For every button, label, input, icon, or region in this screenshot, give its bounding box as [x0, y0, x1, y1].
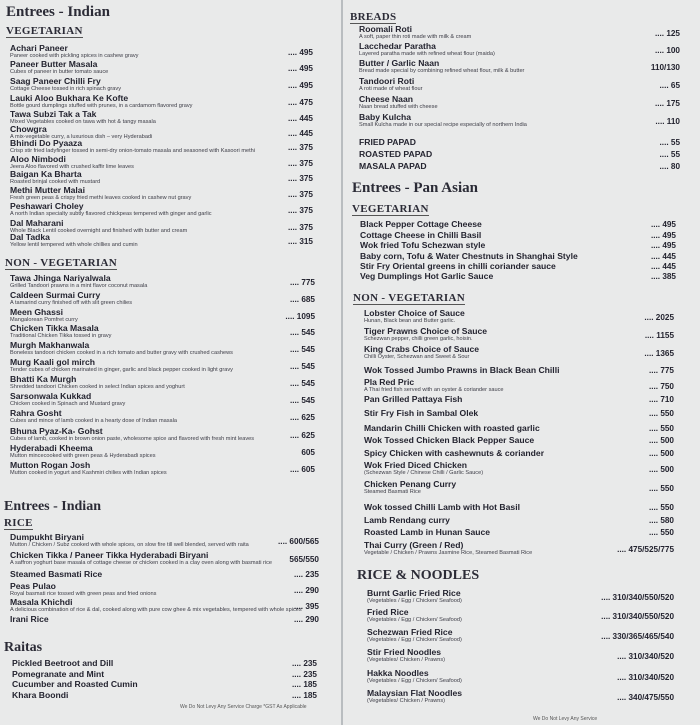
menu-item-price: .... 235	[291, 670, 317, 679]
menu-item	[10, 44, 138, 60]
menu-item-price: .... 110	[655, 117, 680, 126]
menu-item-price: .... 545	[289, 328, 315, 337]
menu-item	[364, 449, 544, 458]
menu-item-price: .... 310/340/520	[617, 673, 674, 682]
menu-item-name: MASALA PAPAD	[359, 161, 427, 171]
menu-item-price: .... 375	[287, 159, 313, 168]
menu-item-description: Tender cubes of chicken marinated in ginger, garlic and black pepper cooked in light gravy	[10, 367, 233, 373]
menu-item-name: Stir Fry Fish in Sambal Olek	[364, 408, 479, 418]
menu-item-price: .... 80	[659, 162, 680, 171]
menu-item-price: .... 445	[287, 129, 313, 138]
menu-item-price: .... 65	[659, 81, 680, 90]
menu-item-price: .... 550	[648, 409, 674, 418]
menu-item-price: .... 550	[648, 528, 674, 537]
menu-item-description: Cubes of lamb, cooked in brown onion paste, wholesome spice and flavored with fresh mint leaves	[10, 436, 255, 442]
menu-item-price: .... 500	[648, 449, 674, 458]
menu-item	[10, 461, 167, 477]
menu-item	[10, 358, 233, 374]
menu-item-price: .... 580	[648, 516, 674, 525]
menu-item	[364, 541, 532, 557]
menu-item-price: .... 1155	[644, 331, 674, 340]
menu-item-name: Steamed Basmati Rice	[10, 569, 103, 579]
menu-item-name: Peas Pulao	[10, 581, 56, 591]
menu-item-name: Hakka Noodles	[367, 668, 429, 678]
menu-item-name: Wok Tossed Chicken Black Pepper Sauce	[364, 435, 535, 445]
section-title-entrees-indian: Entrees - Indian	[6, 4, 110, 20]
footer-note-right: We Do Not Levy Any Service	[533, 716, 598, 722]
menu-item	[359, 162, 427, 171]
menu-item	[10, 77, 121, 93]
menu-item	[12, 670, 104, 679]
menu-item-price: .... 315	[287, 237, 313, 246]
menu-item-name: Chicken Tikka Masala	[10, 323, 99, 333]
menu-item-name: Mutton Rogan Josh	[10, 460, 91, 470]
menu-item-description: Schezwan pepper, chilli green garlic, hoisin.	[364, 336, 473, 342]
menu-item-name: Tawa Jhinga Nariyalwala	[10, 273, 111, 283]
menu-item	[359, 25, 471, 41]
menu-item-price: .... 475	[287, 98, 313, 107]
menu-item-price: .... 445	[287, 114, 313, 123]
menu-item-name: Wok Fried Diced Chicken	[364, 460, 467, 470]
menu-item-name: Masala Khichdi	[10, 597, 73, 607]
menu-item	[364, 480, 456, 496]
section-title-raitas: Raitas	[4, 640, 43, 655]
menu-item-price: .... 375	[287, 190, 313, 199]
menu-item-name: Baby Kulcha	[359, 112, 412, 122]
menu-item-price: .... 375	[287, 174, 313, 183]
menu-item	[10, 274, 147, 290]
subsection-vegetarian: VEGETARIAN	[6, 25, 83, 37]
menu-item	[10, 186, 191, 202]
menu-item	[10, 582, 156, 598]
menu-item-description: Steamed Basmati Rice	[364, 489, 421, 495]
menu-item	[10, 444, 156, 460]
menu-item	[364, 424, 540, 433]
menu-item-name: Pla Red Pric	[364, 377, 415, 387]
menu-item-price: .... 495	[650, 231, 676, 240]
menu-item	[364, 327, 487, 343]
menu-item-name: Cheese Naan	[359, 94, 413, 104]
menu-item-price: .... 600/565	[278, 537, 319, 546]
menu-item	[10, 94, 192, 110]
menu-item-name: ROASTED PAPAD	[359, 149, 433, 159]
menu-item-price: .... 500	[648, 465, 674, 474]
menu-item-description: Chicken cooked in Spinach and Mustard gravy	[10, 401, 126, 407]
menu-item	[364, 366, 559, 375]
menu-item-description: Cubes and mince of lamb cooked in a hearty dose of Indian masala	[10, 418, 177, 424]
menu-item	[364, 395, 462, 404]
menu-item-description: Fresh green peas & crispy fried methi leaves cooked in cashew nut gravy	[10, 195, 192, 201]
menu-item-price: .... 605	[289, 465, 315, 474]
menu-item-description: Yellow lentil tempered with whole chillies and cumin	[10, 242, 138, 248]
menu-item-name: Baby corn, Tofu & Water Chestnuts in Shanghai Style	[360, 251, 578, 261]
menu-item-description: Traditional Chicken Tikka tossed in gravy	[10, 333, 112, 339]
menu-item-price: 565/550	[289, 555, 319, 564]
menu-item-price: .... 500	[648, 436, 674, 445]
menu-item-name: Peshawari Choley	[10, 201, 84, 211]
menu-item	[359, 95, 438, 111]
menu-item-description: Small Kulcha made in our special recipe especially of northern India	[359, 122, 527, 128]
menu-item-price: .... 545	[289, 345, 315, 354]
menu-item-name: Wok tossed Chilli Lamb with Hot Basil	[364, 502, 520, 512]
menu-item-description: (Vegetables / Egg / Chicken/ Seafood)	[367, 598, 462, 604]
menu-item	[359, 42, 495, 58]
menu-item-price: .... 395	[293, 602, 319, 611]
menu-item-description: Mangalorean Pomfret curry	[10, 317, 78, 323]
menu-item-price: .... 550	[648, 503, 674, 512]
footer-note: We Do Not Levy Any Service Charge *GST As Applicable	[180, 704, 307, 710]
menu-item-description: A roti made of wheat flour	[359, 86, 423, 92]
menu-item	[10, 392, 125, 408]
menu-item-price: .... 175	[654, 99, 680, 108]
menu-item-price: .... 545	[289, 379, 315, 388]
menu-item-price: .... 550	[648, 484, 674, 493]
menu-item	[364, 516, 450, 525]
menu-item-price: .... 55	[659, 150, 680, 159]
menu-item	[367, 689, 462, 705]
menu-item	[12, 680, 138, 689]
menu-item-price: 110/130	[650, 63, 680, 72]
menu-item-price: .... 475/525/775	[617, 545, 674, 554]
menu-item	[10, 60, 108, 76]
menu-item	[360, 220, 482, 229]
menu-item-price: .... 495	[287, 81, 313, 90]
menu-item-name: Rahra Gosht	[10, 408, 62, 418]
menu-item-name: Paneer Butter Masala	[10, 59, 98, 69]
menu-item-price: .... 185	[291, 680, 317, 689]
menu-item-description: A tamarind curry finished off with slit green chilies	[10, 300, 133, 306]
menu-item-name: Tiger Prawns Choice of Sauce	[364, 326, 488, 336]
menu-item-price: .... 625	[289, 413, 315, 422]
menu-item-name: Thai Curry (Green / Red)	[364, 540, 464, 550]
menu-item-name: Dumpukht Biryani	[10, 532, 85, 542]
menu-item-name: Cottage Cheese in Chilli Basil	[360, 230, 482, 240]
menu-item-price: .... 310/340/520	[617, 652, 674, 661]
menu-item-name: Hyderabadi Kheema	[10, 443, 93, 453]
menu-item-description: Chilli Oyster, Schezwan and Sweet & Sour	[364, 354, 470, 360]
menu-item-price: .... 685	[289, 295, 315, 304]
menu-item-name: Murgh Makhanwala	[10, 340, 90, 350]
menu-item	[12, 659, 113, 668]
menu-item-name: Burnt Garlic Fried Rice	[367, 588, 461, 598]
menu-item-price: .... 1365	[644, 349, 674, 358]
menu-item-name: Fried Rice	[367, 607, 409, 617]
menu-page-right	[343, 0, 700, 725]
menu-item-description: Roasted brinjal cooked with mustard	[10, 179, 101, 185]
menu-item-description: Vegetable / Chicken / Prawns Jasmine Rice, Steamed Basmati Rice	[364, 550, 533, 556]
menu-item-description: Boneless tandoori chicken cooked in a rich tomato and butter gravy with crushed cashews	[10, 350, 233, 356]
menu-item-description: (Vegetables/ Chicken / Prawns)	[367, 657, 446, 663]
menu-item-description: Paneer cooked with pickling spices in cashew gravy	[10, 53, 139, 59]
menu-item-name: Irani Rice	[10, 614, 49, 624]
menu-item-description: (Vegetables / Egg / Chicken/ Seafood)	[367, 678, 462, 684]
menu-item-price: .... 495	[650, 220, 676, 229]
menu-item-price: .... 375	[287, 143, 313, 152]
menu-item-price: .... 495	[287, 48, 313, 57]
menu-item-name: Chicken Tikka / Paneer Tikka Hyderabadi Biryani	[10, 550, 209, 560]
menu-item	[359, 77, 422, 93]
menu-item-name: Khara Boondi	[12, 690, 69, 700]
menu-item-name: Tandoori Roti	[359, 76, 415, 86]
menu-item-name: Veg Dumplings Hot Garlic Sauce	[360, 271, 494, 281]
menu-item-description: (Vegetables / Egg / Chicken/ Seafood)	[367, 617, 462, 623]
menu-item-description: Layered paratha made with refined wheat flour (maida)	[359, 51, 495, 57]
menu-item	[364, 528, 490, 537]
menu-item	[10, 551, 272, 567]
menu-item-name: Butter / Garlic Naan	[359, 58, 440, 68]
menu-item-name: Spicy Chicken with cashewnuts & coriander	[364, 448, 545, 458]
section-title-rice-noodles: RICE & NOODLES	[357, 568, 480, 583]
menu-item-name: Chicken Penang Curry	[364, 479, 457, 489]
menu-item-description: Hunan, Black bean and Butter garlic.	[364, 318, 456, 324]
menu-item-name: Chowgra	[10, 124, 47, 134]
menu-item-price: .... 2025	[644, 313, 674, 322]
menu-item-price: .... 545	[289, 362, 315, 371]
menu-item-name: Murg Kaali gol mirch	[10, 357, 95, 367]
menu-item-price: .... 330/365/465/540	[601, 632, 674, 641]
menu-item-price: .... 375	[287, 206, 313, 215]
menu-item-price: .... 710	[648, 395, 674, 404]
menu-item-price: .... 1095	[285, 312, 315, 321]
menu-item-name: Stir Fry Oriental greens in chilli coriander sauce	[360, 261, 556, 271]
menu-item	[10, 533, 249, 549]
subsection-rice: RICE	[4, 517, 33, 529]
menu-item-description: A soft, paper thin roti made with milk & cream	[359, 34, 472, 40]
menu-item-price: .... 185	[291, 691, 317, 700]
menu-item-name: Wok Tossed Jumbo Prawns in Black Bean Chilli	[364, 365, 560, 375]
menu-item-price: .... 125	[654, 29, 680, 38]
menu-item-name: Methi Mutter Malai	[10, 185, 85, 195]
menu-item-name: Pan Grilled Pattaya Fish	[364, 394, 463, 404]
subsection-non-vegetarian: NON - VEGETARIAN	[5, 257, 117, 269]
menu-item-description: Bottle gourd dumplings stuffed with prunes, in a cardamom flavored gravy	[10, 103, 193, 109]
menu-item-name: Dal Maharani	[10, 218, 64, 228]
menu-item-description: Grilled Tandoori prawns in a mint flavor coconut masala	[10, 283, 148, 289]
menu-item	[364, 503, 520, 512]
menu-item	[360, 262, 556, 271]
menu-item-name: Schezwan Fried Rice	[367, 627, 453, 637]
menu-item-description: Crisp stir fried ladyfinger tossed in semi-dry onion-tomato masala and seasoned with Kasoori methi	[10, 148, 255, 154]
menu-item	[10, 233, 138, 249]
menu-item-description: Jeera Aloo flavored with crushed kaffir lime leaves	[10, 164, 134, 170]
menu-item-name: Bhatti Ka Murgh	[10, 374, 77, 384]
menu-item-name: Caldeen Surmai Curry	[10, 290, 101, 300]
menu-item-description: Mutton mincecooked with green peas & Hyderabadi spices	[10, 453, 156, 459]
menu-item-price: .... 310/340/550/520	[601, 593, 674, 602]
menu-item-name: Pickled Beetroot and Dill	[12, 658, 114, 668]
menu-item-description: Mixed Vegetables cooked on tawa with hot & tangy masala	[10, 119, 156, 125]
menu-item	[10, 597, 302, 614]
menu-item-price: .... 445	[650, 252, 676, 261]
menu-item-price: .... 235	[291, 659, 317, 668]
menu-item-description: Mutton cooked in yogurt and Kashmiri chilies with Indian spices	[10, 470, 167, 476]
menu-item	[360, 231, 481, 240]
menu-item-price: .... 375	[287, 223, 313, 232]
menu-item-name: Malaysian Flat Noodles	[367, 688, 463, 698]
menu-item-name: King Crabs Choice of Sauce	[364, 344, 480, 354]
menu-item-price: .... 750	[648, 382, 674, 391]
menu-item-name: Wok fried Tofu Schezwan style	[360, 240, 486, 250]
menu-item-name: Lamb Rendang curry	[364, 515, 450, 525]
menu-item	[10, 341, 233, 357]
menu-item-description: Shredded tandoori Chicken cooked in select Indian spices and yoghurt	[10, 384, 185, 390]
menu-item	[367, 589, 462, 605]
menu-item-price: .... 290	[293, 586, 319, 595]
menu-item	[10, 570, 102, 579]
menu-item	[10, 427, 254, 443]
menu-item	[364, 378, 504, 394]
menu-item	[359, 150, 432, 159]
menu-item-description: A Thai fried fish served with an oyster & coriander sauce	[364, 387, 504, 393]
menu-item-name: Lobster Choice of Sauce	[364, 308, 465, 318]
menu-item-price: .... 290	[293, 615, 319, 624]
menu-item-name: Dal Tadka	[10, 232, 50, 242]
menu-item	[10, 409, 177, 425]
section-title-pan-asian: Entrees - Pan Asian	[352, 180, 478, 196]
menu-item	[364, 409, 478, 418]
menu-item-description: (Schezwan Style / Chinese Chilli / Garlic Sauce)	[364, 470, 484, 476]
menu-item-price: .... 445	[650, 262, 676, 271]
menu-item-description: (Vegetables/ Chicken / Prawns)	[367, 698, 446, 704]
menu-item-name: FRIED PAPAD	[359, 137, 416, 147]
menu-item	[359, 138, 416, 147]
menu-item	[10, 291, 132, 307]
menu-item	[367, 669, 462, 685]
menu-item	[364, 309, 465, 325]
menu-item-price: .... 385	[650, 272, 676, 281]
menu-item	[364, 436, 534, 445]
menu-item-name: Baigan Ka Bharta	[10, 169, 82, 179]
menu-item-name: Tawa Subzi Tak a Tak	[10, 109, 97, 119]
menu-item-description: A north Indian specialty subtly flavored chickpeas tempered with ginger and garlic	[10, 211, 212, 217]
menu-item	[360, 241, 485, 250]
menu-item	[10, 139, 255, 155]
menu-item	[10, 308, 78, 324]
menu-item-price: .... 55	[659, 138, 680, 147]
menu-item	[367, 648, 445, 664]
menu-item-name: Black Pepper Cottage Cheese	[360, 219, 482, 229]
menu-item-name: Saag Paneer Chilli Fry	[10, 76, 101, 86]
menu-item-price: .... 235	[293, 570, 319, 579]
menu-item	[10, 375, 185, 391]
menu-item	[364, 345, 479, 361]
menu-item	[360, 252, 578, 261]
menu-item	[360, 272, 493, 281]
menu-item-description: Cubes of paneer in butter tomato sauce	[10, 69, 109, 75]
menu-item-name: Aloo Nimbodi	[10, 154, 66, 164]
menu-page-left	[0, 0, 341, 725]
menu-item-price: .... 775	[289, 278, 315, 287]
menu-item	[10, 202, 212, 218]
menu-item	[12, 691, 68, 700]
menu-item-name: Cucumber and Roasted Cumin	[12, 679, 138, 689]
menu-item-name: Lacchedar Paratha	[359, 41, 436, 51]
menu-item-price: .... 310/340/550/520	[601, 612, 674, 621]
menu-item-description: Royal basmati rice tossed with green peas and fried onions	[10, 591, 157, 597]
menu-item-description: (Vegetables / Egg / Chicken/ Seafood)	[367, 637, 462, 643]
menu-item-name: Mandarin Chilli Chicken with roasted garlic	[364, 423, 540, 433]
menu-item-description: Bread made special by combining refined wheat flour, milk & butter	[359, 68, 525, 74]
menu-item-name: Pomegranate and Mint	[12, 669, 105, 679]
menu-item-description: Cottage Cheese tossed in rich spinach gravy	[10, 86, 122, 92]
menu-item	[10, 324, 111, 340]
menu-item-price: .... 495	[287, 64, 313, 73]
menu-item-name: Meen Ghassi	[10, 307, 64, 317]
menu-item-name: Stir Fried Noodles	[367, 647, 442, 657]
menu-item	[359, 59, 524, 75]
menu-item	[10, 170, 100, 186]
menu-item-price: .... 340/475/550	[617, 693, 674, 702]
menu-item-name: Roomali Roti	[359, 24, 412, 34]
menu-item-price: .... 550	[648, 424, 674, 433]
menu-item	[367, 608, 462, 624]
menu-item	[364, 461, 483, 477]
menu-item-description: A delicious combination of rice & dal, cooked along with pure cow ghee & mix vegetables, tempered with whole spices	[10, 607, 302, 613]
menu-item-name: Lauki Aloo Bukhara Ke Kofte	[10, 93, 129, 103]
menu-item	[10, 615, 49, 624]
menu-item-name: Achari Paneer	[10, 43, 68, 53]
menu-item-description: Naan bread stuffed with cheese	[359, 104, 438, 110]
menu-item-price: 605	[301, 448, 315, 457]
subsection-pan-asian-non-vegetarian: NON - VEGETARIAN	[353, 292, 465, 304]
subsection-pan-asian-vegetarian: VEGETARIAN	[352, 203, 429, 215]
menu-item-name: Sarsonwala Kukkad	[10, 391, 92, 401]
subsection-breads: BREADS	[350, 11, 397, 23]
menu-item-description: Whole Black Lentil cooked overnight and finished with butter and cream	[10, 228, 188, 234]
menu-item-price: .... 625	[289, 431, 315, 440]
menu-item-description: Mutton / Chicken / Subz cooked with whole spices, on slow fire till well blended, served with raita	[10, 542, 249, 548]
menu-item-price: .... 545	[289, 396, 315, 405]
menu-item-price: .... 495	[650, 241, 676, 250]
section-title-entrees-indian-rice: Entrees - Indian	[4, 499, 101, 514]
menu-item-name: Roasted Lamb in Hunan Sauce	[364, 527, 491, 537]
menu-item-price: .... 100	[654, 46, 680, 55]
menu-item-name: Bhindi Do Pyaaza	[10, 138, 83, 148]
menu-item-name: Bhuna Pyaz-Ka- Gohst	[10, 426, 103, 436]
menu-item-description: A saffron yoghurt base masala of cottage cheese or chicken cooked in a clay oven along with basmati rice	[10, 560, 273, 566]
menu-item	[359, 113, 527, 129]
menu-item-price: .... 775	[648, 366, 674, 375]
menu-item	[367, 628, 462, 644]
menu-item-description: A mix-vegetable curry, a luxurious dish – very Hyderabadi	[10, 134, 153, 140]
